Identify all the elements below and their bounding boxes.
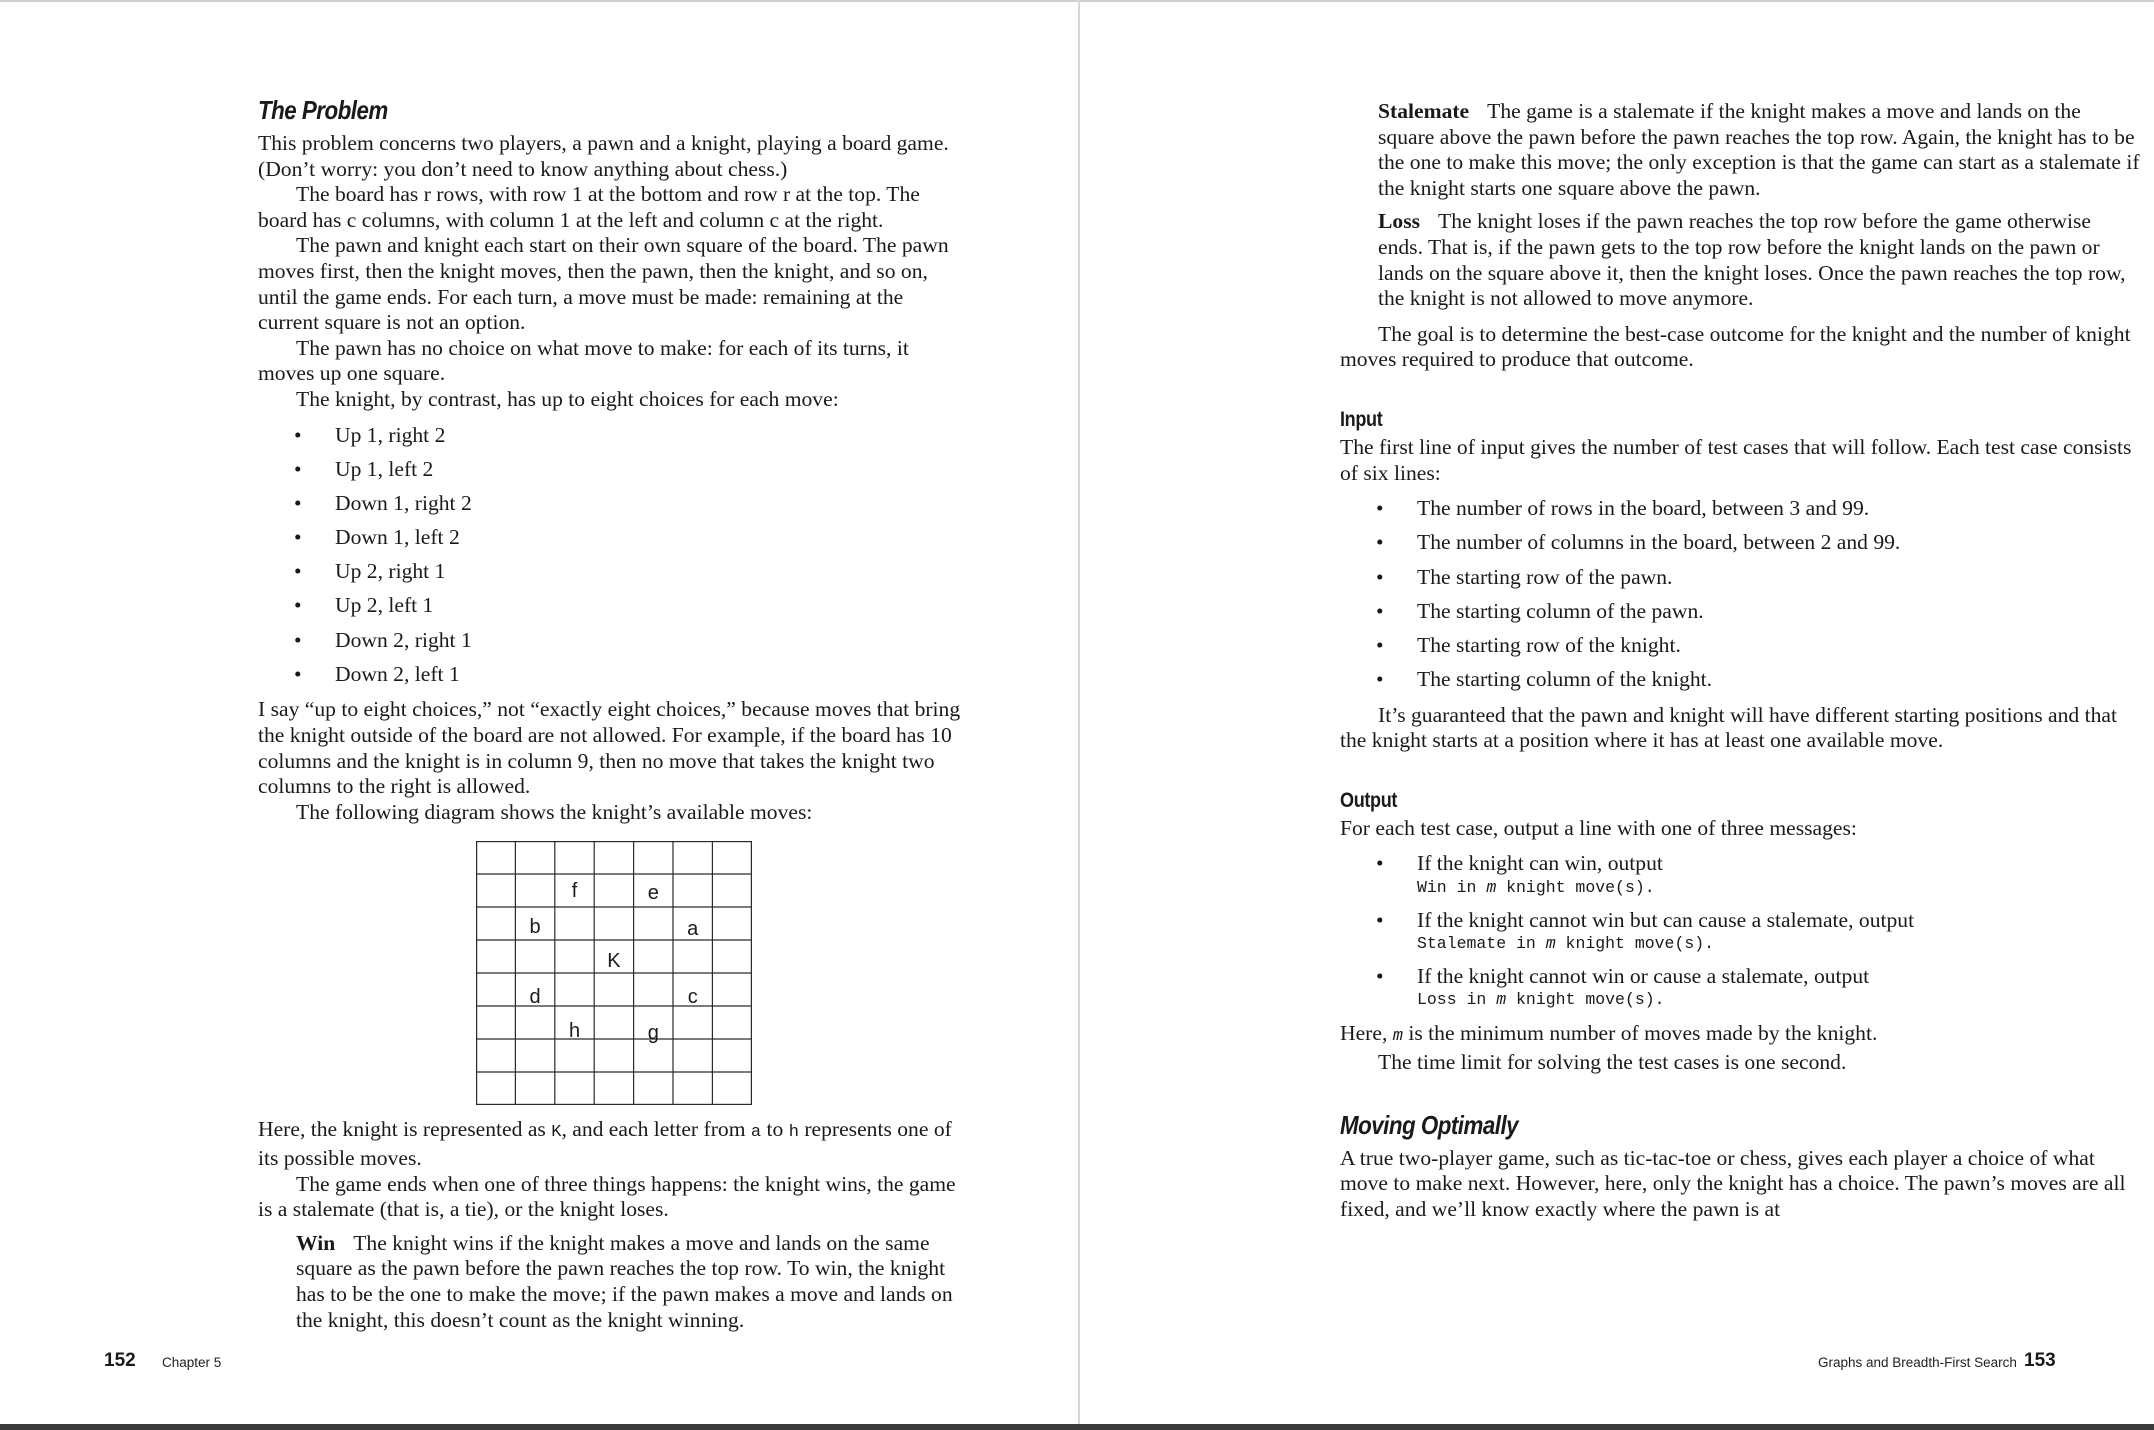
- item-text: The number of rows in the board, between 3 and 99.: [1417, 496, 1870, 521]
- list-item: • The starting row of the pawn.: [1376, 564, 1673, 589]
- move-label-b: b: [529, 916, 541, 939]
- move-label-e: e: [647, 882, 659, 905]
- text-run: Here, the knight is represented as: [258, 1117, 546, 1142]
- list-item: • If the knight cannot win but can cause a stalemate, output Stalemate in m knight move(s).: [1340, 908, 2140, 956]
- move-text: Up 1, left 2: [335, 456, 434, 481]
- right-page: [1081, 0, 2154, 1420]
- list-item: • The starting column of the knight.: [1376, 667, 1713, 692]
- definition-stalemate: [1378, 99, 2140, 201]
- code-run: Stalemate in: [1417, 934, 1546, 954]
- code-run: knight move(s).: [1555, 934, 1715, 954]
- list-item: • The number of rows in the board, between 3 and 99.: [1376, 496, 1870, 521]
- text-run: represents one of its possible moves.: [258, 1117, 952, 1170]
- item-text: The starting column of the pawn.: [1417, 598, 1704, 623]
- section-heading-problem: The Problem: [258, 95, 388, 125]
- paragraph: The goal is to determine the best-case outcome for the knight and the number of knight moves required to produce that outcome.: [1340, 321, 2131, 372]
- text-run: , and each letter from: [561, 1117, 746, 1142]
- paragraph: I say “up to eight choices,” not “exactly eight choices,” because moves that bring the knight outside of the board are not allowed. For example, if the board has 10 columns and the knight is in column 9, then no move that takes the knight two columns to the right is allowed.: [258, 697, 961, 799]
- move-text: Up 1, right 2: [335, 422, 446, 447]
- code-run: Win in: [1417, 878, 1487, 898]
- inline-code: h: [788, 1123, 799, 1143]
- outcome-definitions: [296, 1231, 968, 1333]
- section-heading-input: Input: [1340, 407, 1383, 431]
- paragraph: The first line of input gives the number of test cases that will follow. Each test case consists of six lines:: [1340, 434, 2132, 485]
- move-label-a: a: [687, 918, 699, 941]
- item-text: If the knight can win, output: [1417, 851, 1663, 876]
- paragraph: A true two-player game, such as tic-tac-toe or chess, gives each player a choice of what move to make next. However, here, only the knight has a choice. The pawn’s moves are all fixed, and we’ll know exactly where the pawn is at: [1340, 1145, 2126, 1221]
- paragraph: For each test case, output a line with one of three messages:: [1340, 815, 1857, 840]
- list-item: • The number of columns in the board, between 2 and 99.: [1376, 530, 1901, 555]
- list-item: • If the knight can win, output Win in m knight move(s).: [1340, 851, 2140, 899]
- term-loss: Loss: [1378, 209, 1421, 234]
- paragraph: The following diagram shows the knight’s available moves:: [296, 799, 813, 824]
- move-label-d: d: [529, 986, 541, 1009]
- term-win: Win: [296, 1230, 336, 1255]
- running-footer-right: Graphs and Breadth-First Search: [1818, 1355, 2017, 1370]
- knight-moves-diagram: [476, 841, 752, 1105]
- paragraph: [258, 1117, 968, 1171]
- bottom-edge-bar: [0, 1424, 2154, 1430]
- output-messages-list: [1340, 851, 2140, 1011]
- paragraph: The pawn and knight each start on their own square of the board. The pawn moves first, then the knight moves, then the pawn, then the knight, and so on, until the game ends. For each turn, a move must be made: remaining at the current square is not an option.: [258, 233, 949, 335]
- move-text: Up 2, left 1: [335, 593, 434, 618]
- code-line: [1417, 877, 2140, 899]
- item-text: If the knight cannot win but can cause a stalemate, output: [1417, 907, 1915, 932]
- item-text: If the knight cannot win or cause a stalemate, output: [1417, 963, 1870, 988]
- item-text: The starting column of the knight.: [1417, 667, 1713, 692]
- list-item: • If the knight cannot win or cause a stalemate, output Loss in m knight move(s).: [1340, 964, 2140, 1012]
- text-run: to: [766, 1117, 784, 1142]
- left-page: [0, 0, 1077, 1420]
- code-line: [1417, 989, 2140, 1011]
- text-run: Here,: [1340, 1021, 1388, 1046]
- paragraph: This problem concerns two players, a pawn and a knight, playing a board game. (Don’t worry: you don’t need to know anything about chess.): [258, 131, 949, 181]
- input-lines-list: [1340, 496, 2140, 693]
- board-grid-svg: [476, 841, 752, 1105]
- outcome-definitions-continued: [1378, 99, 2140, 312]
- item-text: The starting row of the knight.: [1417, 632, 1681, 657]
- move-label-h: h: [568, 1020, 581, 1043]
- paragraph: The time limit for solving the test cases is one second.: [1378, 1050, 1847, 1074]
- page-number-right: 153: [2024, 1350, 2056, 1371]
- inline-code: a: [750, 1123, 762, 1143]
- move-text: Down 1, right 2: [335, 490, 472, 515]
- move-text: Up 2, right 1: [335, 559, 446, 584]
- move-label-c: c: [687, 986, 698, 1009]
- paragraph: It’s guaranteed that the pawn and knight will have different starting positions and that the knight starts at a position where it has at least one available move.: [1340, 702, 2118, 753]
- code-run: knight move(s).: [1506, 990, 1665, 1010]
- list-item: • Down 1, right 2: [294, 490, 472, 515]
- list-item: • Down 2, left 1: [294, 661, 460, 686]
- page-gutter: [1078, 0, 1080, 1430]
- inline-code: K: [551, 1123, 562, 1143]
- list-item: • The starting column of the pawn.: [1376, 598, 1704, 623]
- page-number-left: 152: [104, 1350, 136, 1371]
- knight-moves-list: [258, 423, 968, 688]
- paragraph: [1340, 1021, 2140, 1050]
- term-stalemate: Stalemate: [1378, 99, 1470, 123]
- right-column: [1340, 99, 2140, 1222]
- code-run: Loss in: [1417, 990, 1497, 1010]
- list-item: • Down 1, left 2: [294, 525, 460, 550]
- paragraph: The knight, by contrast, has up to eight choices for each move:: [296, 386, 839, 411]
- list-item: • Up 2, left 1: [294, 593, 434, 618]
- section-heading-output: Output: [1340, 788, 1398, 812]
- paragraph: The game ends when one of three things happens: the knight wins, the game is a stalemate (that is, a tie), or the knight loses.: [258, 1171, 956, 1222]
- list-item: • Up 1, left 2: [294, 456, 434, 481]
- move-label-f: f: [571, 880, 578, 903]
- code-var: m: [1496, 990, 1507, 1010]
- inline-code: m: [1392, 1027, 1403, 1047]
- list-item: • The starting row of the knight.: [1376, 632, 1681, 657]
- move-label-g: g: [647, 1022, 659, 1045]
- code-var: m: [1545, 934, 1556, 954]
- move-text: Down 2, left 1: [335, 661, 460, 686]
- definition-win: [296, 1231, 968, 1333]
- definition-text: The knight loses if the pawn reaches the top row before the game otherwise ends. That is, if the pawn gets to the top row before the knight lands on the pawn or lands on the square above it, then the knight loses. Once the pawn reaches the top row, the knight is not allowed to move anymore.: [1378, 209, 2126, 311]
- paragraph: The board has r rows, with row 1 at the bottom and row r at the top. The board has c columns, with column 1 at the left and column c at the right.: [258, 182, 920, 232]
- text-run: is the minimum number of moves made by the knight.: [1408, 1021, 1878, 1046]
- board-grid-lines: [476, 841, 752, 1105]
- move-text: Down 2, right 1: [335, 627, 472, 652]
- running-footer-left: Chapter 5: [162, 1355, 222, 1370]
- left-column: [258, 95, 968, 1341]
- code-run: knight move(s).: [1496, 878, 1655, 898]
- list-item: • Up 2, right 1: [294, 559, 446, 584]
- move-text: Down 1, left 2: [335, 525, 460, 550]
- definition-loss: [1378, 209, 2140, 311]
- knight-label-k: K: [607, 950, 621, 973]
- item-text: The starting row of the pawn.: [1417, 564, 1673, 589]
- section-heading-moving-optimally: Moving Optimally: [1340, 1109, 1519, 1140]
- code-line: [1417, 933, 2140, 955]
- list-item: • Up 1, right 2: [294, 422, 446, 447]
- code-var: m: [1486, 878, 1497, 898]
- paragraph: The pawn has no choice on what move to make: for each of its turns, it moves up one square.: [258, 335, 909, 386]
- item-text: The number of columns in the board, between 2 and 99.: [1417, 530, 1901, 555]
- list-item: • Down 2, right 1: [294, 627, 472, 652]
- definition-text: The knight wins if the knight makes a move and lands on the same square as the pawn before the pawn reaches the top row. To win, the knight has to be the one to make the move; if the pawn makes a move and lands on the knight, this doesn’t count as the knight winning.: [296, 1230, 953, 1332]
- definition-text: The game is a stalemate if the knight makes a move and lands on the square above the pawn before the pawn reaches the top row. Again, the knight has to be the one to make this move; the only exception is that the game can start as a stalemate if the knight starts one square above the pawn.: [1378, 99, 2140, 200]
